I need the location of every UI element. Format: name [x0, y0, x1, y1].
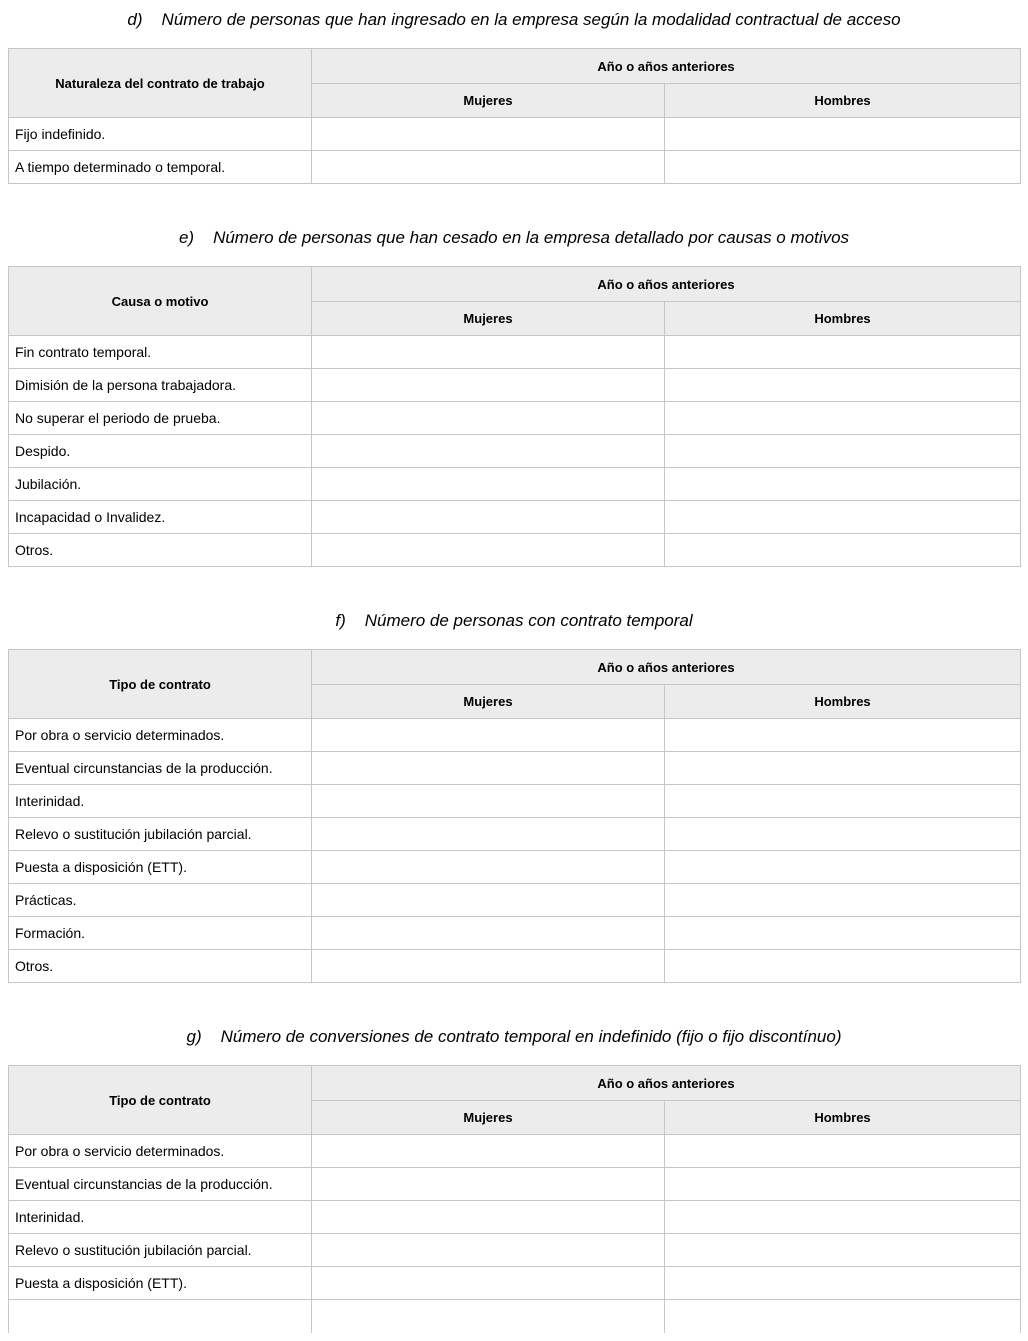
mujeres-value-cell[interactable] — [312, 151, 665, 184]
table-row — [9, 501, 1021, 534]
hombres-value-cell[interactable] — [665, 336, 1021, 369]
hombres-value-cell[interactable] — [665, 534, 1021, 567]
section-e-heading — [0, 226, 1028, 250]
mujeres-value-cell[interactable] — [312, 118, 665, 151]
mujeres-value-cell[interactable] — [312, 719, 665, 752]
mujeres-value-cell[interactable] — [312, 1168, 665, 1201]
row-label: Jubilación. — [9, 468, 312, 501]
hombres-value-cell[interactable] — [665, 435, 1021, 468]
mujeres-value-cell[interactable] — [312, 818, 665, 851]
table-row — [9, 118, 1021, 151]
row-label: Prácticas. — [9, 884, 312, 917]
table-row — [9, 1201, 1021, 1234]
period-group-header: Año o años anteriores — [312, 267, 1021, 302]
row-label: Puesta a disposición (ETT). — [9, 851, 312, 884]
row-label: Fin contrato temporal. — [9, 336, 312, 369]
section-d-heading — [0, 8, 1028, 32]
table-row — [9, 1234, 1021, 1267]
table-row — [9, 1267, 1021, 1300]
mujeres-value-cell[interactable] — [312, 402, 665, 435]
table-row — [9, 468, 1021, 501]
section-d-ingresos — [0, 8, 1028, 184]
table-conversiones-indefinido — [8, 1065, 1021, 1333]
table-row — [9, 151, 1021, 184]
hombres-value-cell[interactable] — [665, 917, 1021, 950]
row-label: A tiempo determinado o temporal. — [9, 151, 312, 184]
table-contratos-temporales — [8, 649, 1021, 983]
mujeres-value-cell[interactable] — [312, 468, 665, 501]
table-row — [9, 851, 1021, 884]
mujeres-value-cell[interactable] — [312, 1201, 665, 1234]
row-label: Por obra o servicio determinados. — [9, 1135, 312, 1168]
hombres-value-cell[interactable] — [665, 118, 1021, 151]
table-header-row — [9, 1066, 1021, 1101]
table-row — [9, 402, 1021, 435]
table-row — [9, 719, 1021, 752]
mujeres-value-cell[interactable] — [312, 501, 665, 534]
row-label: Relevo o sustitución jubilación parcial. — [9, 1234, 312, 1267]
table-row — [9, 369, 1021, 402]
mujeres-column-header: Mujeres — [312, 302, 665, 336]
row-label — [9, 1300, 312, 1333]
category-column-header: Tipo de contrato — [9, 650, 312, 719]
row-label: Otros. — [9, 534, 312, 567]
section-f-temporales — [0, 609, 1028, 983]
table-header-row — [9, 267, 1021, 302]
mujeres-value-cell[interactable] — [312, 785, 665, 818]
mujeres-value-cell[interactable] — [312, 851, 665, 884]
hombres-value-cell[interactable] — [665, 884, 1021, 917]
mujeres-value-cell[interactable] — [312, 435, 665, 468]
row-label: Interinidad. — [9, 1201, 312, 1234]
table-row — [9, 785, 1021, 818]
hombres-column-header: Hombres — [665, 1101, 1021, 1135]
hombres-value-cell[interactable] — [665, 752, 1021, 785]
section-g-conversiones — [0, 1025, 1028, 1333]
row-label: Despido. — [9, 435, 312, 468]
section-letter: e) — [178, 228, 195, 247]
section-letter: g) — [186, 1027, 202, 1046]
section-letter: f) — [335, 611, 346, 630]
table-ceses-causas — [8, 266, 1021, 567]
table-row — [9, 950, 1021, 983]
section-heading-text: Número de personas que han cesado en la empresa detallado por causas o motivos — [213, 228, 850, 247]
mujeres-value-cell[interactable] — [312, 752, 665, 785]
section-f-heading — [0, 609, 1028, 633]
section-e-ceses — [0, 226, 1028, 567]
mujeres-value-cell[interactable] — [312, 917, 665, 950]
mujeres-value-cell[interactable] — [312, 950, 665, 983]
table-row-clipped — [9, 1300, 1021, 1333]
row-label: Formación. — [9, 917, 312, 950]
row-label: Otros. — [9, 950, 312, 983]
hombres-value-cell[interactable] — [665, 818, 1021, 851]
mujeres-value-cell[interactable] — [312, 1234, 665, 1267]
table-row — [9, 917, 1021, 950]
table-row — [9, 534, 1021, 567]
row-label: Relevo o sustitución jubilación parcial. — [9, 818, 312, 851]
section-g-heading — [0, 1025, 1028, 1049]
category-column-header: Tipo de contrato — [9, 1066, 312, 1135]
hombres-value-cell[interactable] — [665, 1300, 1021, 1333]
hombres-value-cell[interactable] — [665, 501, 1021, 534]
hombres-value-cell[interactable] — [665, 851, 1021, 884]
table-row — [9, 435, 1021, 468]
hombres-value-cell[interactable] — [665, 402, 1021, 435]
period-group-header: Año o años anteriores — [312, 1066, 1021, 1101]
mujeres-column-header: Mujeres — [312, 1101, 665, 1135]
hombres-value-cell[interactable] — [665, 1234, 1021, 1267]
row-label: Puesta a disposición (ETT). — [9, 1267, 312, 1300]
mujeres-value-cell[interactable] — [312, 369, 665, 402]
table-row — [9, 336, 1021, 369]
mujeres-value-cell[interactable] — [312, 884, 665, 917]
row-label: Interinidad. — [9, 785, 312, 818]
hombres-value-cell[interactable] — [665, 369, 1021, 402]
mujeres-value-cell[interactable] — [312, 1135, 665, 1168]
mujeres-value-cell[interactable] — [312, 1267, 665, 1300]
hombres-value-cell[interactable] — [665, 719, 1021, 752]
hombres-column-header: Hombres — [665, 302, 1021, 336]
row-label: Dimisión de la persona trabajadora. — [9, 369, 312, 402]
hombres-value-cell[interactable] — [665, 785, 1021, 818]
section-heading-text: Número de personas que han ingresado en la empresa según la modalidad contractual de acceso — [161, 10, 901, 29]
row-label: Por obra o servicio determinados. — [9, 719, 312, 752]
category-column-header: Naturaleza del contrato de trabajo — [9, 49, 312, 118]
section-heading-text: Número de conversiones de contrato temporal en indefinido (fijo o fijo discontínuo) — [220, 1027, 842, 1046]
row-label: Eventual circunstancias de la producción. — [9, 752, 312, 785]
table-row — [9, 1135, 1021, 1168]
table-header-row — [9, 49, 1021, 84]
row-label: Fijo indefinido. — [9, 118, 312, 151]
table-row — [9, 818, 1021, 851]
mujeres-value-cell[interactable] — [312, 1300, 665, 1333]
hombres-value-cell[interactable] — [665, 1135, 1021, 1168]
hombres-value-cell[interactable] — [665, 1168, 1021, 1201]
category-column-header: Causa o motivo — [9, 267, 312, 336]
section-heading-text: Número de personas con contrato temporal — [364, 611, 693, 630]
section-letter: d) — [127, 10, 143, 29]
mujeres-column-header: Mujeres — [312, 84, 665, 118]
hombres-value-cell[interactable] — [665, 1267, 1021, 1300]
mujeres-column-header: Mujeres — [312, 685, 665, 719]
hombres-column-header: Hombres — [665, 685, 1021, 719]
mujeres-value-cell[interactable] — [312, 336, 665, 369]
row-label: Incapacidad o Invalidez. — [9, 501, 312, 534]
row-label: No superar el periodo de prueba. — [9, 402, 312, 435]
hombres-value-cell[interactable] — [665, 1201, 1021, 1234]
mujeres-value-cell[interactable] — [312, 534, 665, 567]
table-ingresos-modalidad — [8, 48, 1021, 184]
hombres-value-cell[interactable] — [665, 950, 1021, 983]
row-label: Eventual circunstancias de la producción. — [9, 1168, 312, 1201]
table-row — [9, 1168, 1021, 1201]
period-group-header: Año o años anteriores — [312, 650, 1021, 685]
hombres-value-cell[interactable] — [665, 151, 1021, 184]
period-group-header: Año o años anteriores — [312, 49, 1021, 84]
table-row — [9, 884, 1021, 917]
table-row — [9, 752, 1021, 785]
table-header-row — [9, 650, 1021, 685]
hombres-value-cell[interactable] — [665, 468, 1021, 501]
hombres-column-header: Hombres — [665, 84, 1021, 118]
